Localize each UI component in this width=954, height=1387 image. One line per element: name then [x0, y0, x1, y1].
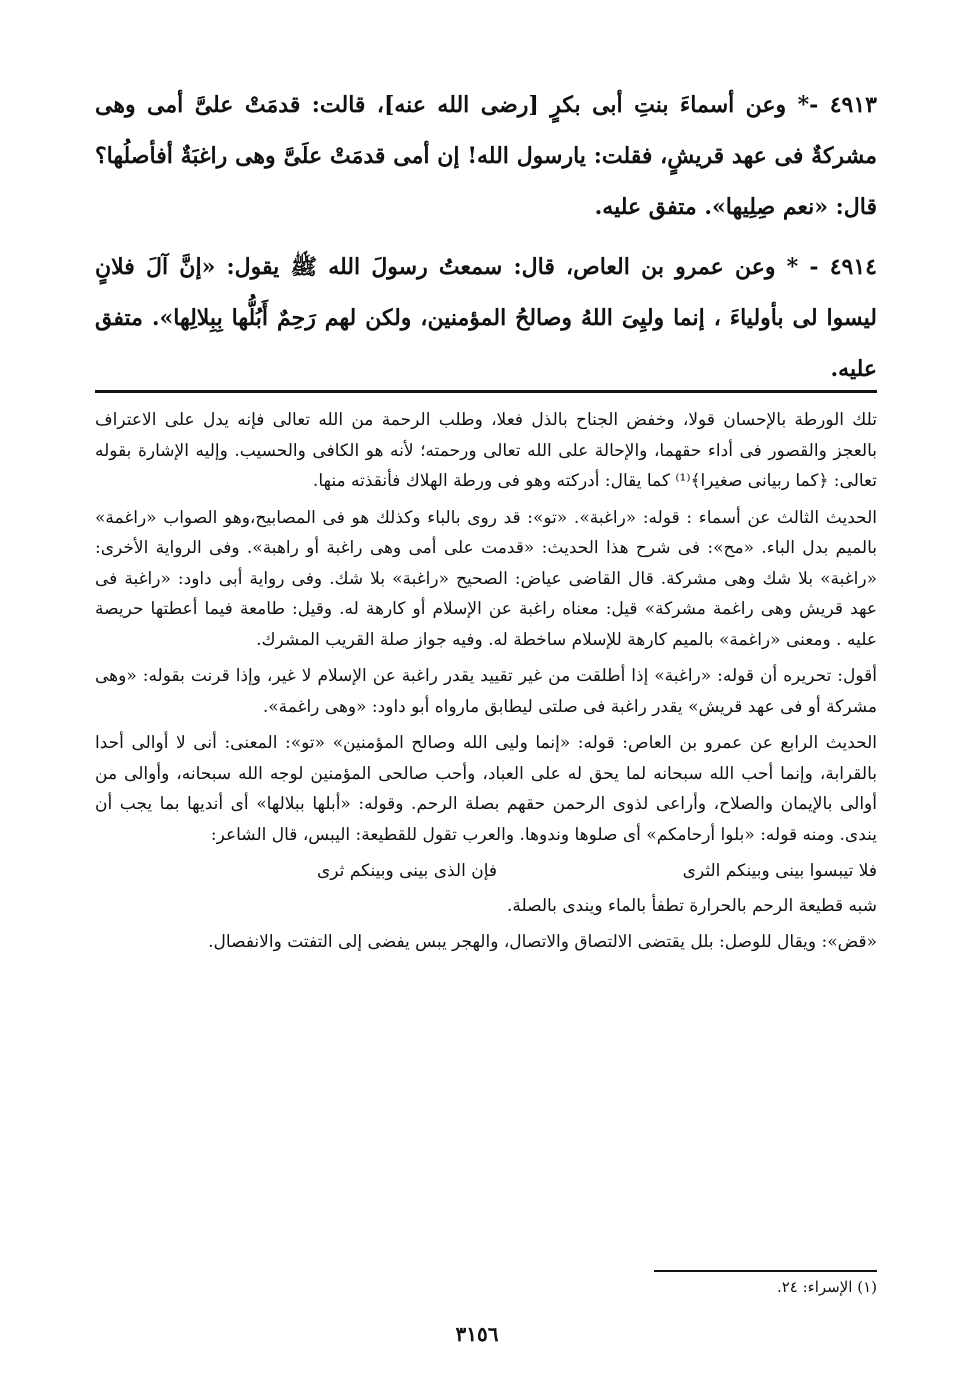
hadith-number: ٤٩١٣ -*	[797, 92, 877, 118]
commentary-section	[95, 405, 877, 964]
commentary-paragraph: شبه قطيعة الرحم بالحرارة تطفأ بالماء ويندى بالصلة.	[506, 895, 877, 916]
footnote: (١) الإسراء: ٢٤.	[776, 1278, 877, 1296]
section-divider	[95, 390, 877, 393]
commentary-paragraph: الحديث الثالث عن أسماء : قوله: «راغبة». «تو»: قد روى بالباء وكذلك هو فى المصابيح،وهو الصواب «راغمة» بالميم بدل الباء. «مح»: فى شرح هذا الحديث: «قدمت على أمى وهى راغبة أو راهبة». وفى الرواية الأخرى: «راغبة» بلا شك وهى مشركة. قال القاضى عياض: الصحيح «راغبة» بلا شك. وفى رواية أبى داود: «راغبة فى عهد قريش وهى راغمة مشركة» قيل: معناه راغبة عن الإسلام أو كارهة له. وقيل: طامعة فيما أعطتها حريصة عليه . ومعنى «راغمة» بالميم كارهة للإسلام ساخطة له. وفيه جواز صلة القريب المشرك.	[95, 507, 877, 650]
verse-first-hemistich: فلا تيبسوا بينى وبينكم الثرى	[682, 861, 877, 881]
hadith-4913	[95, 80, 877, 233]
commentary-paragraph: الحديث الرابع عن عمرو بن العاص: قوله: «إنما وليى الله وصالح المؤمنين» «تو»: المعنى: أنى لا أوالى أحدا بالقرابة، وإنما أحب الله سبحانه لما يحق له على العباد، وأحب صالحى المؤمنين لوجه الله سبحانه، وأوالى من أوالى بالإيمان والصلاح، وأراعى لذوى الرحمن حقهم بصلة الرحم. وقوله: «أبلها ببلالها» أى أنديها بما يجب أن يندى. ومنه قوله: «بلوا أرحامكم» أى صلوها وندوها. والعرب تقول للقطيعة: اليبس، قال الشاعر:	[95, 733, 877, 845]
hadith-4914	[95, 242, 877, 395]
hadith-section	[95, 80, 877, 404]
commentary-paragraph: «قض»: ويقال للوصل: بلل يقتضى الالتصاق والاتصال، والهجر يبس يفضى إلى التفتت والانفصال.	[208, 932, 877, 952]
footnote-divider	[654, 1270, 877, 1272]
hadith-text: وعن عمرو بن العاص، قال: سمعتُ رسولَ الله ﷺ يقول: «إنَّ آلَ فلانٍ ليسوا لى بأولياءَ ، إنما وليِىَ اللهُ وصالحُ المؤمنين، ولكن لهم رَحِمٌ أَبُلُّها بِبِلالِها». متفق عليه.	[95, 254, 877, 382]
hadith-text: وعن أسماءَ بنتِ أبى بكرٍ [رضى الله عنه]، قالت: قدمَتْ علىَّ أمى وهى مشركةٌ فى عهد قريشٍ، فقلت: يارسول الله! إن أمى قدمَتْ علَىَّ وهى راغبَةٌ أفأصلُها؟ قال: «نعم صِلِيها». متفق عليه.	[95, 92, 877, 220]
verse-second-hemistich: فإن الذى بينى وبينكم ثرى	[317, 861, 498, 881]
hadith-number: ٤٩١٤ - *	[786, 254, 877, 280]
commentary-paragraph: تلك الورطة بالإحسان قولا، وخفض الجناح بالذل فعلا، وطلب الرحمة من الله تعالى فإنه يدل على الاعتراف بالعجز والقصور فى أداء حقهما، والإحالة على الله تعالى ورحمته؛ لأنه هو الكافى والحسيب. وإليه الإشارة بقوله تعالى: ﴿كما ربيانى صغيرا﴾⁽¹⁾ كما يقال: أدركته وهو فى ورطة الهلاك فأنقذته منها.	[95, 410, 877, 491]
poetry-verse	[317, 856, 877, 887]
page-number: ٣١٥٦	[455, 1322, 499, 1346]
commentary-paragraph: أقول: تحريره أن قوله: «راغبة» إذا أطلقت من غير تقييد يقدر راغبة عن الإسلام لا غير، وإذا قرنت بقوله: «وهى مشركة أو فى عهد قريش» يقدر راغبة فى صلتى ليطابق مارواه أبو داود: «وهى راغمة».	[95, 666, 877, 717]
